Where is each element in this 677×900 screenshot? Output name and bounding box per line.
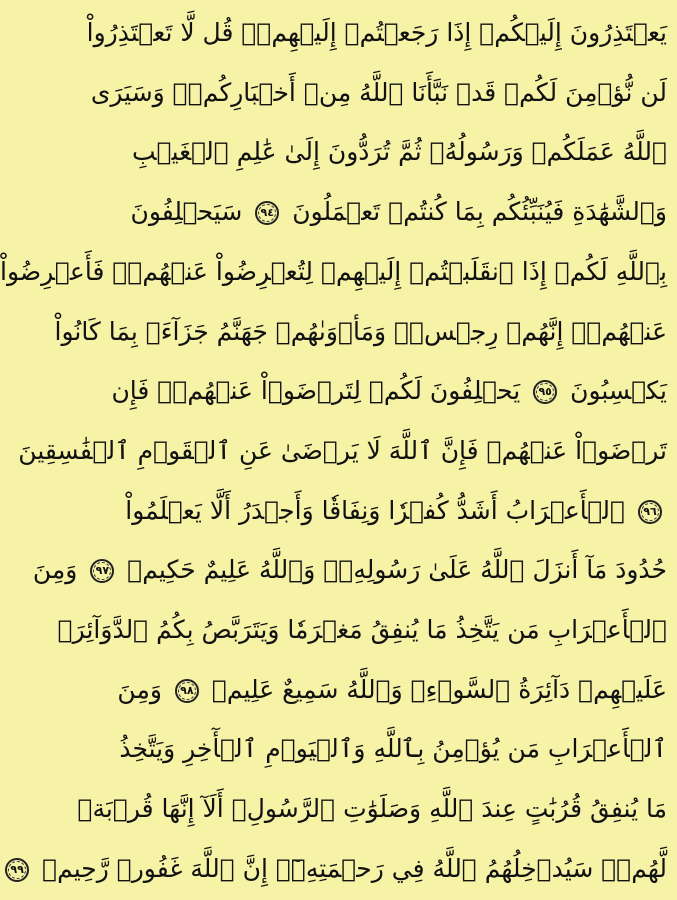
verse-line (117, 663, 667, 717)
ayah-number-marker (636, 498, 664, 526)
verse-text: عَلَيۡهِمۡ دَآئِرَةُ ٱلسَّوۡءِۗ وَٱللَّهُ سَمِيعٌ عَلِيمٞ (211, 674, 667, 704)
verse-line (119, 722, 667, 776)
verse-line (130, 185, 667, 239)
verse-line (111, 364, 667, 418)
ayah-number: ٩٥ (538, 385, 552, 399)
ayah-number-marker (531, 378, 559, 406)
verse-text: سَيَحۡلِفُونَ (130, 197, 243, 227)
verse-text: حُدُودَ مَآ أَنزَلَ ٱللَّهُ عَلَىٰ رَسُولِهِۦۗ وَٱللَّهُ عَلِيمٌ حَكِيمٞ (127, 555, 667, 585)
verse-text: تَرۡضَوۡاْ عَنۡهُمۡ فَإِنَّ ٱللَّهَ لَا يَرۡضَىٰ عَنِ ٱلۡقَوۡمِ ٱلۡفَٰسِقِينَ (18, 435, 667, 465)
verse-line (132, 125, 667, 179)
verse-text: عَنۡهُمۡۖ إِنَّهُمۡ رِجۡسٞۖ وَمَأۡوَىٰهُمۡ جَهَنَّمُ جَزَآءَۢ بِمَا كَانُواْ (54, 316, 667, 346)
verse-line (90, 66, 667, 120)
verse-text: مَا يُنفِقُ قُرُبَٰتٍ عِندَ ٱللَّهِ وَصَلَوَٰتِ ٱلرَّسُولِۚ أَلَآ إِنَّهَا قُرۡبَةٞ (77, 794, 667, 824)
verse-line (57, 603, 667, 657)
ayah-number: ٩٧ (95, 564, 110, 578)
ayah-number: ٩٤ (260, 206, 274, 220)
ayah-number: ٩٨ (180, 683, 194, 697)
verse-line (86, 6, 667, 60)
verse-line (0, 245, 667, 299)
verse-text: وَمِنَ (32, 555, 78, 585)
verse-text: وَمِنَ (117, 674, 162, 704)
ayah-number-marker (3, 856, 31, 884)
verse-text: بِٱللَّهِ لَكُمۡ إِذَا ٱنقَلَبۡتُمۡ إِلَيۡهِمۡ لِتُعۡرِضُواْ عَنۡهُمۡۖ فَأَعۡرِضُواْ (0, 256, 667, 286)
verse-text: ٱللَّهُ عَمَلَكُمۡ وَرَسُولُهُۥ ثُمَّ تُرَدُّونَ إِلَىٰ عَٰلِمِ ٱلۡغَيۡبِ (132, 137, 667, 167)
verse-line (54, 305, 667, 359)
verse-text: يَعۡتَذِرُونَ إِلَيۡكُمۡ إِذَا رَجَعۡتُمۡ إِلَيۡهِمۡۚ قُل لَّا تَعۡتَذِرُواْ (86, 18, 667, 47)
verse-text: وَٱلشَّهَٰدَةِ فَيُنَبِّئُكُم بِمَا كُنتُمۡ تَعۡمَلُونَ (292, 197, 667, 227)
ayah-number: ٩٦ (643, 504, 657, 518)
verse-text: لَّهُمۡۚ سَيُدۡخِلُهُمُ ٱللَّهُ فِي رَحۡمَتِهِۦٓۚ إِنَّ ٱللَّهَ غَفُورٞ رَّحِيمٞ (42, 853, 667, 883)
verse-line (125, 484, 667, 538)
ayah-number-marker (88, 557, 116, 585)
verse-line (10, 842, 667, 896)
ayah-number-marker (173, 677, 201, 705)
verse-text: ٱلۡأَعۡرَابُ أَشَدُّ كُفۡرٗا وَنِفَاقٗا وَأَجۡدَرُ أَلَّا يَعۡلَمُواْ (125, 495, 626, 525)
ayah-number: ٩٩ (10, 862, 24, 876)
verse-text: يَحۡلِفُونَ لَكُمۡ لِتَرۡضَوۡاْ عَنۡهُمۡۖ فَإِن (111, 376, 521, 406)
verse-text: لَن نُّؤۡمِنَ لَكُمۡ قَدۡ نَبَّأَنَا ٱللَّهُ مِنۡ أَخۡبَارِكُمۡۚ وَسَيَرَى (90, 77, 667, 107)
verse-text: ٱلۡأَعۡرَابِ مَن يَتَّخِذُ مَا يُنفِقُ مَغۡرَمٗا وَيَتَرَبَّصُ بِكُمُ ٱلدَّوَآئِرَۚ (57, 615, 667, 645)
verse-line (32, 543, 667, 597)
ayah-number-marker (253, 199, 281, 227)
verse-text: ٱلۡأَعۡرَابِ مَن يُؤۡمِنُ بِٱللَّهِ وَٱلۡيَوۡمِ ٱلۡأٓخِرِ وَيَتَّخِذُ (119, 734, 667, 764)
verse-line (18, 424, 667, 478)
verse-line (77, 782, 667, 836)
verse-text: يَكۡسِبُونَ (570, 376, 667, 406)
